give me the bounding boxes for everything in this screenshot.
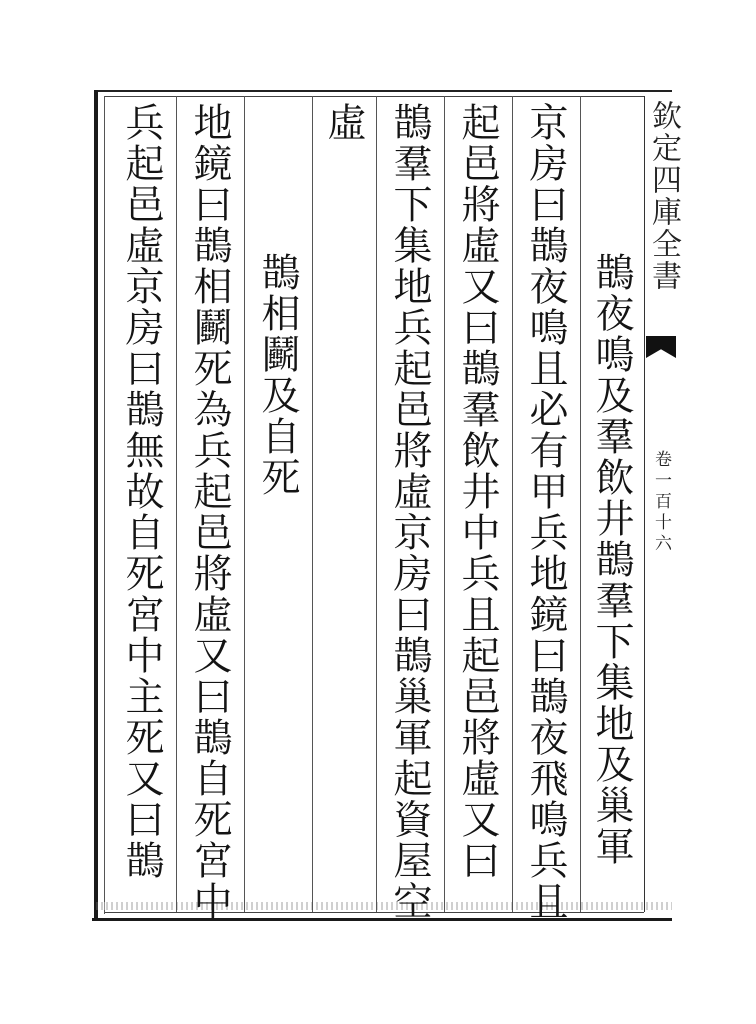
column-text: 京房曰鵲無故自死宮中主死	[119, 266, 164, 758]
text-column-7	[187, 102, 232, 922]
text-column-3	[455, 102, 500, 881]
column-text: 又曰鵲羣飲井中兵且起邑將虛	[455, 266, 500, 799]
column-rule	[444, 96, 445, 912]
column-rule	[512, 96, 513, 912]
frame-bottom-border	[92, 918, 672, 921]
column-text: 地鏡曰鵲相鬬死為兵起邑將虛	[187, 102, 232, 635]
frame-left-inner-border	[104, 96, 105, 914]
column-text: 地鏡曰鵲夜飛鳴兵且	[523, 553, 568, 922]
column-rule	[580, 96, 581, 912]
frame-top-border	[96, 90, 672, 92]
column-rule	[376, 96, 377, 912]
text-column-8	[119, 102, 164, 881]
bottom-edge-texture	[96, 902, 672, 910]
column-text: 京房曰鵲夜鳴且必有甲兵	[523, 102, 568, 553]
text-column-1	[589, 252, 634, 867]
column-text: 京房曰鵲巢軍起資屋空	[387, 512, 432, 922]
margin-title: 欽定四庫全書	[646, 100, 681, 292]
text-column-2	[523, 102, 568, 922]
text-column-6	[255, 252, 300, 498]
frame-left-border	[94, 90, 98, 920]
frame-top-inner-border	[104, 96, 644, 97]
margin-volume: 卷一百十六	[651, 450, 671, 555]
column-text: 鵲夜鳴及羣飲井	[589, 252, 634, 539]
text-column-5	[321, 102, 366, 143]
column-rule	[176, 96, 177, 912]
column-rule	[312, 96, 313, 912]
fishtail-mark	[646, 336, 676, 358]
column-text: 又曰鵲	[119, 758, 164, 881]
text-column-4	[387, 102, 432, 922]
column-text: 又曰鵲自死宮中	[187, 635, 232, 922]
column-text: 又曰	[455, 799, 500, 881]
column-text: 兵起邑虛	[119, 102, 164, 266]
column-text: 起邑將虛	[455, 102, 500, 266]
column-text: 鵲相鬬及自死	[255, 252, 300, 498]
column-text: 鵲羣下集地及巢軍	[589, 539, 634, 867]
margin-rule	[644, 96, 645, 912]
column-text: 鵲羣下集地兵起邑將虛	[387, 102, 432, 512]
column-text: 虛	[321, 102, 366, 143]
column-rule	[244, 96, 245, 912]
